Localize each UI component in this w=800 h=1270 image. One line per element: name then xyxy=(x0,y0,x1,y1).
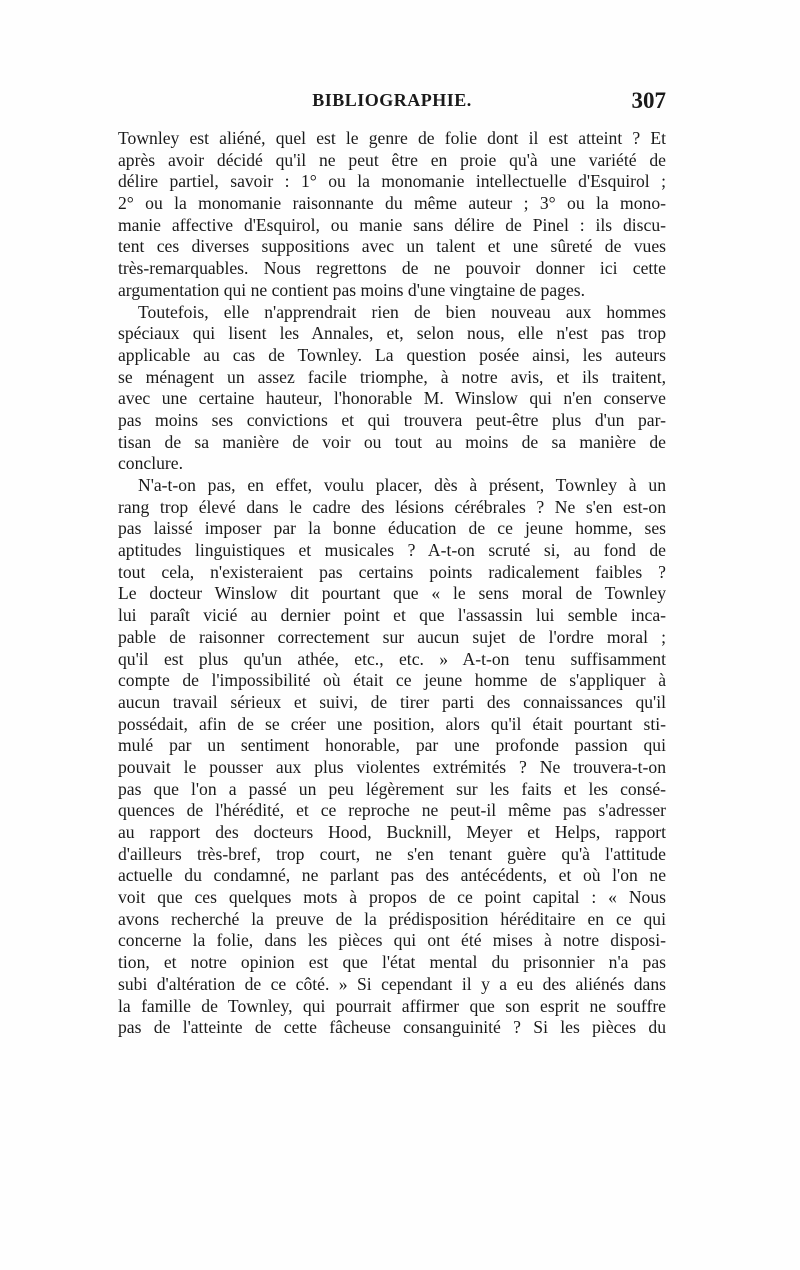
text-line: aucun travail sérieux et suivi, de tirer parti des connaissances qu'il xyxy=(118,691,666,712)
text-line: tisan de sa manière de voir ou tout au moins de sa manière de xyxy=(118,431,666,452)
text-line: N'a-t-on pas, en effet, voulu placer, dès à présent, Townley à un xyxy=(138,475,666,495)
body-text xyxy=(118,128,666,1039)
text-line: pas que l'on a passé un peu légèrement sur les faits et les consé- xyxy=(118,778,666,799)
text-line: délire partiel, savoir : 1° ou la monomanie intellectuelle d'Esquirol ; xyxy=(118,171,666,192)
text-line: compte de l'impossibilité où était ce jeune homme de s'appliquer à xyxy=(118,670,666,691)
text-line: avons recherché la preuve de la prédisposition héréditaire en ce qui xyxy=(118,908,666,929)
text-line: actuelle du condamné, ne parlant pas des antécédents, et où l'on ne xyxy=(118,865,666,886)
text-line: pouvait le pousser aux plus violentes extrémités ? Ne trouvera-t-on xyxy=(118,756,666,777)
text-line: applicable au cas de Townley. La question posée ainsi, les auteurs xyxy=(118,344,666,365)
text-line: lui paraît vicié au dernier point et que l'assassin lui semble inca- xyxy=(118,605,666,626)
text-line: voit que ces quelques mots à propos de ce point capital : « Nous xyxy=(118,887,666,908)
text-line: très-remarquables. Nous regrettons de ne pouvoir donner ici cette xyxy=(118,258,666,279)
text-line: 2° ou la monomanie raisonnante du même auteur ; 3° ou la mono- xyxy=(118,193,666,214)
running-title: BIBLIOGRAPHIE. xyxy=(312,90,472,110)
text-line: pable de raisonner correctement sur aucun sujet de l'ordre moral ; xyxy=(118,626,666,647)
text-line: pas de l'atteinte de cette fâcheuse consanguinité ? Si les pièces du xyxy=(118,1017,666,1038)
text-line: conclure. xyxy=(118,453,183,474)
text-line: pas laissé imposer par la bonne éducation de ce jeune homme, ses xyxy=(118,518,666,539)
text-line: aptitudes linguistiques et musicales ? A-t-on scruté si, au fond de xyxy=(118,540,666,561)
text-line: Toutefois, elle n'apprendrait rien de bien nouveau aux hommes xyxy=(138,301,666,322)
text-line: pas moins ses convictions et qui trouvera peut-être plus d'un par- xyxy=(118,409,666,430)
text-line: Le docteur Winslow dit pourtant que « le sens moral de Townley xyxy=(118,583,666,604)
text-line: tent ces diverses suppositions avec un talent et une sûreté de vues xyxy=(118,236,666,257)
text-line: se ménagent un assez facile triomphe, à notre avis, et ils traitent, xyxy=(118,366,666,387)
text-line: après avoir décidé qu'il ne peut être en proie qu'à une variété de xyxy=(118,149,666,170)
text-line: spéciaux qui lisent les Annales, et, selon nous, elle n'est pas trop xyxy=(118,323,666,344)
text-line: la famille de Townley, qui pourrait affirmer que son esprit ne souffre xyxy=(118,995,666,1016)
text-line: mulé par un sentiment honorable, par une profonde passion qui xyxy=(118,735,666,756)
running-head xyxy=(118,88,666,118)
text-line: au rapport des docteurs Hood, Bucknill, Meyer et Helps, rapport xyxy=(118,822,666,842)
text-line: concerne la folie, dans les pièces qui ont été mises à notre disposi- xyxy=(118,930,666,951)
text-line: tout cela, n'existeraient pas certains points radicalement faibles ? xyxy=(118,561,666,582)
text-line: rang trop élevé dans le cadre des lésions cérébrales ? Ne s'en est-on xyxy=(118,496,666,517)
text-line: d'ailleurs très-bref, trop court, ne s'en tenant guère qu'à l'attitude xyxy=(118,843,666,864)
text-line: avec une certaine hauteur, l'honorable M. Winslow qui n'en conserve xyxy=(118,388,666,409)
text-line: quences de l'hérédité, et ce reproche ne peut-il même pas s'adresser xyxy=(118,800,666,821)
text-line: Townley est aliéné, quel est le genre de folie dont il est atteint ? Et xyxy=(118,128,666,148)
page-number: 307 xyxy=(631,88,666,113)
text-line: argumentation qui ne contient pas moins d'une vingtaine de pages. xyxy=(118,279,586,300)
text-line: subi d'altération de ce côté. » Si cependant il y a eu des aliénés dans xyxy=(118,973,666,994)
text-line: tion, et notre opinion est que l'état mental du prisonnier n'a pas xyxy=(118,952,666,973)
text-line: qu'il est plus qu'un athée, etc., etc. » A-t-on tenu suffisamment xyxy=(118,648,666,669)
text-line: possédait, afin de se créer une position, alors qu'il était pourtant sti- xyxy=(118,713,666,734)
text-line: manie affective d'Esquirol, ou manie sans délire de Pinel : ils discu- xyxy=(118,214,666,235)
